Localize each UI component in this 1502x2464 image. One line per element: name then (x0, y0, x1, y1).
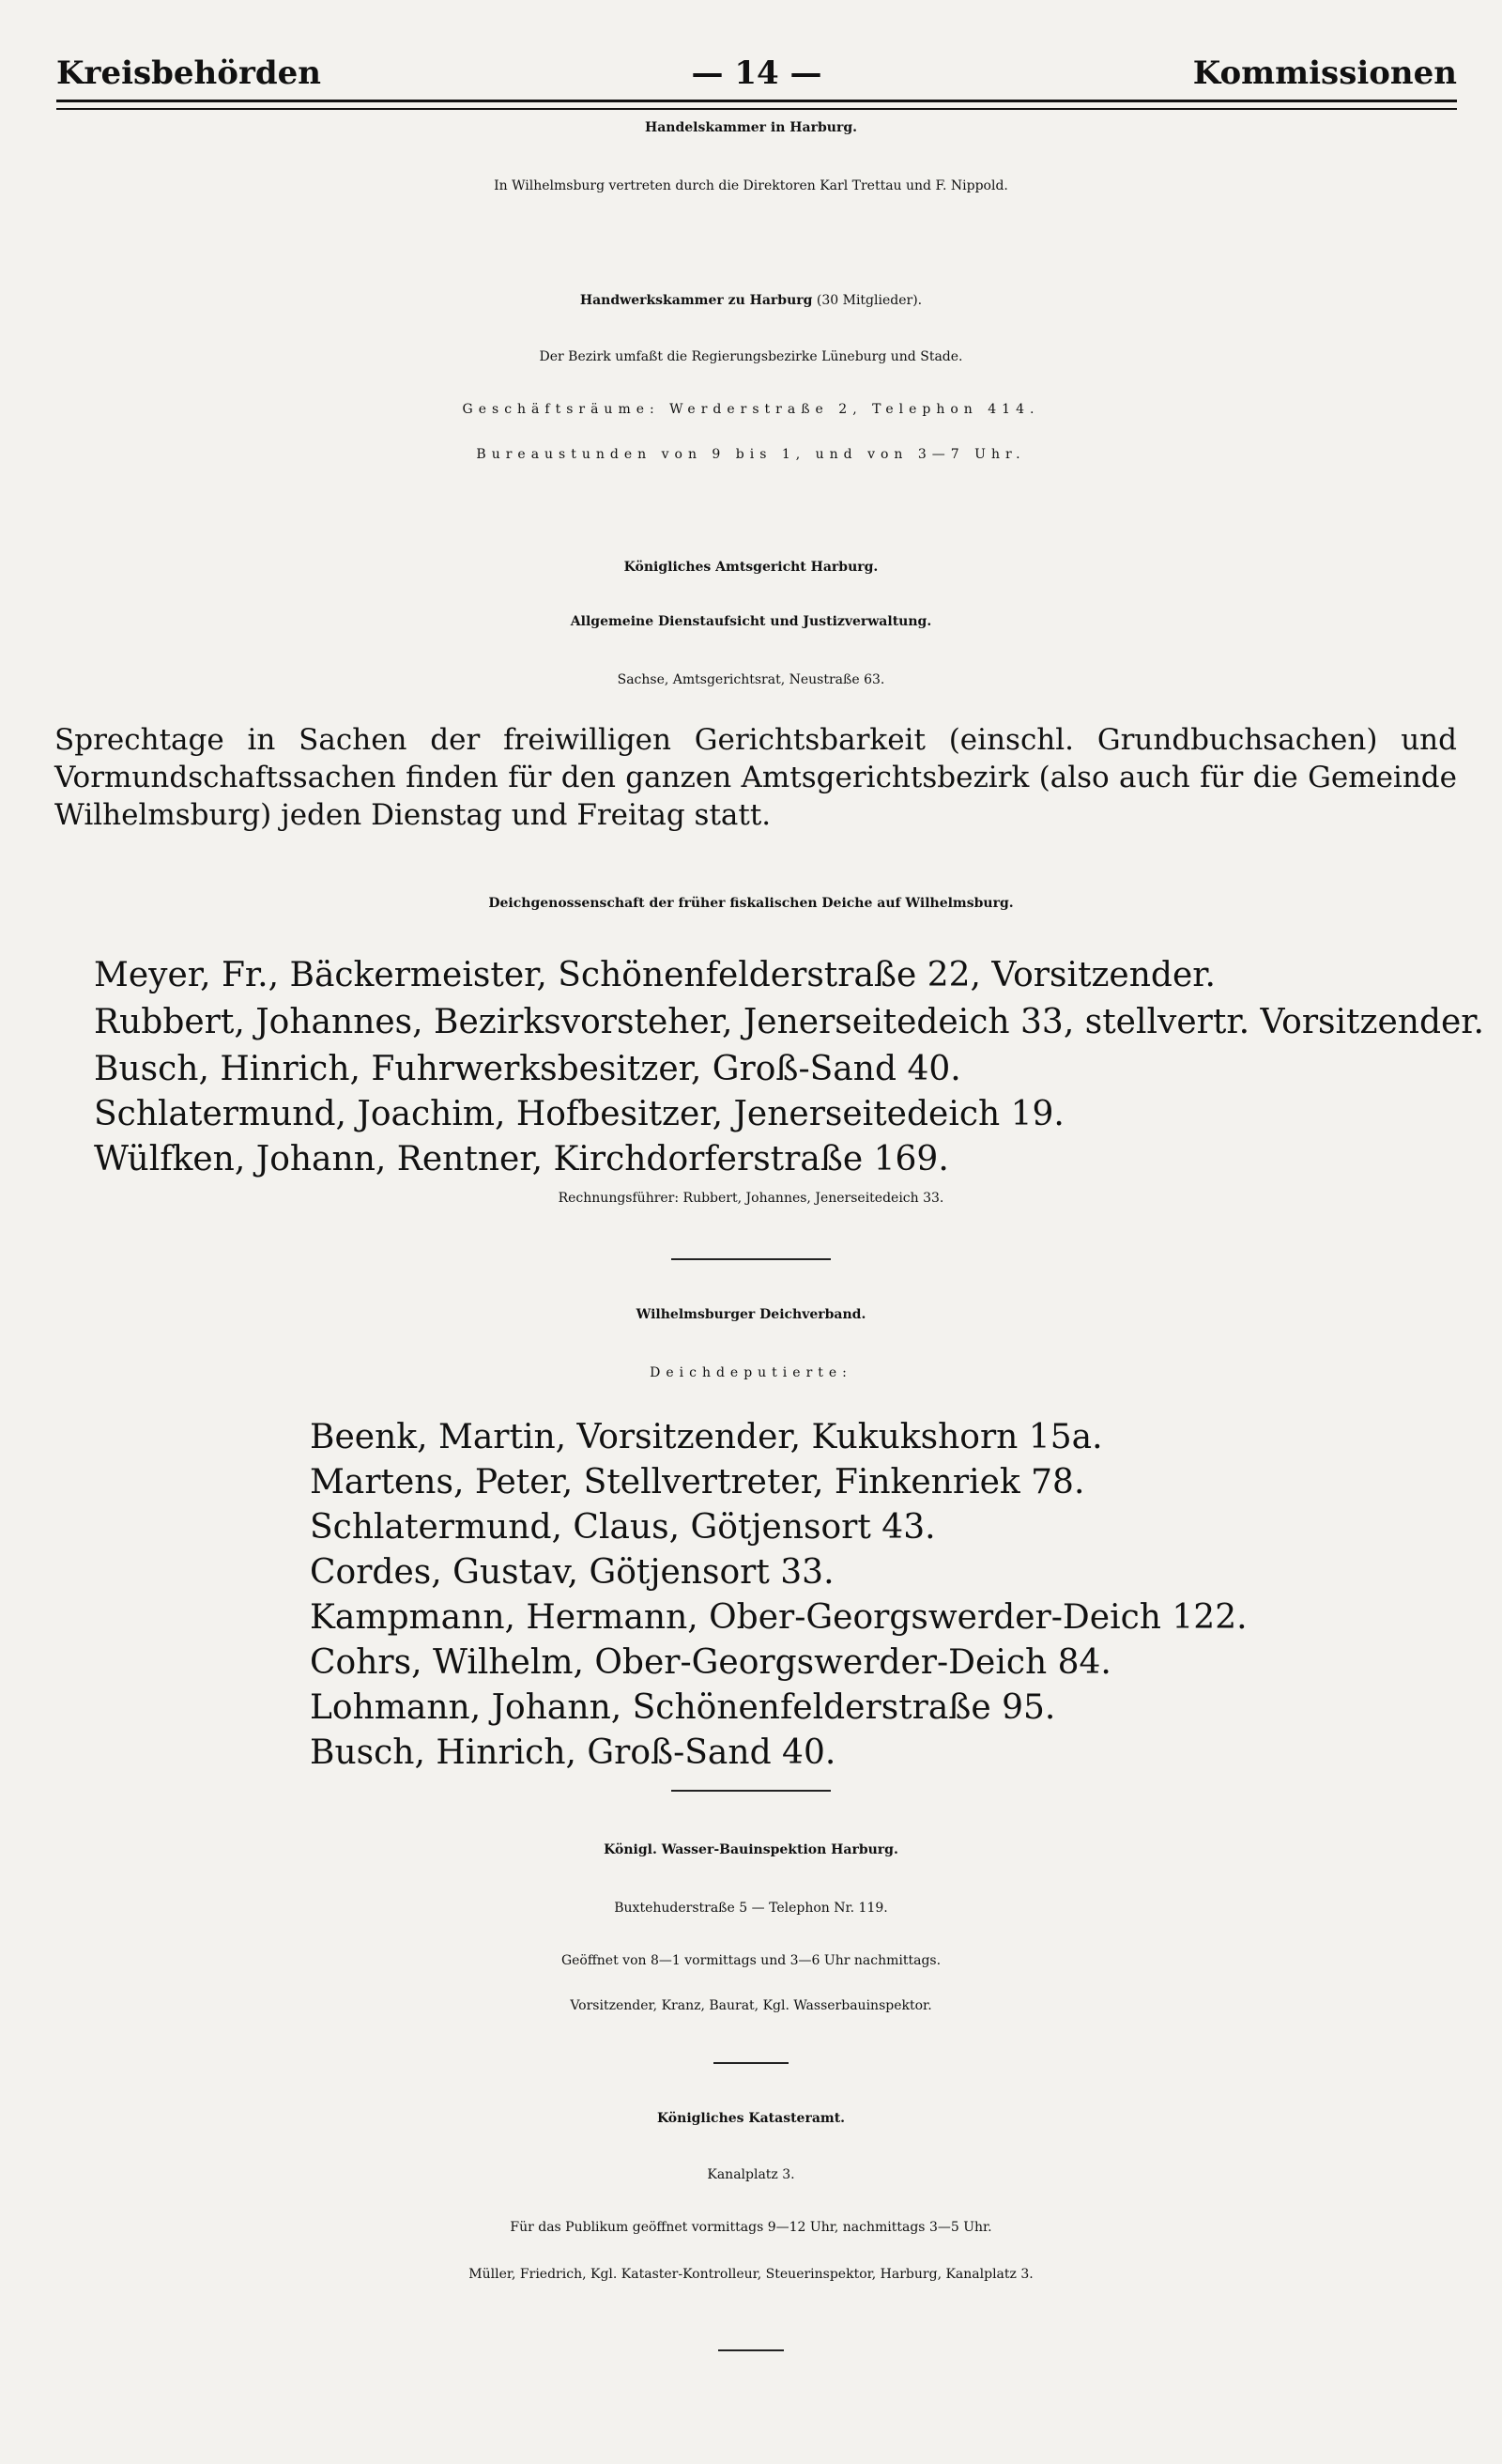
deichverband-member-5: Kampmann, Hermann, Ober-Georgswerder-Deich 122. (310, 1598, 1248, 1637)
katasteramt-address: Kanalplatz 3. (707, 2167, 795, 2182)
handwerkskammer-members: (30 Mitglieder). (816, 293, 923, 308)
section-divider (671, 1258, 831, 1260)
handelskammer-title: Handelskammer in Harburg. (645, 120, 857, 135)
handwerkskammer-title: Handwerkskammer zu Harburg (579, 293, 813, 308)
deichverband-member-3: Schlatermund, Claus, Götjensort 43. (310, 1508, 936, 1547)
section-divider (713, 2062, 789, 2064)
section-divider (671, 1790, 831, 1792)
wasserbau-address: Buxtehuderstraße 5 — Telephon Nr. 119. (614, 1901, 888, 1916)
deichverband-member-2: Martens, Peter, Stellvertreter, Finkenriek 78. (310, 1463, 1085, 1502)
handwerkskammer-line-3: Bureaustunden von 9 bis 1, und von 3—7 Uhr. (476, 447, 1026, 462)
amtsgericht-note: Sprechtage in Sachen der freiwilligen Gerichtsbarkeit (einschl. Grundbuchsachen) und Vormundschaftssachen finden für den ganzen Amtsgerichtsbezirk (also auch für die Gemeinde Wilhelmsburg) jeden Dienstag und Freitag statt. (54, 723, 1457, 832)
katasteramt-hours: Für das Publikum geöffnet vormittags 9—12 Uhr, nachmittags 3—5 Uhr. (510, 2220, 992, 2235)
wasserbau-title: Königl. Wasser-Bauinspektion Harburg. (604, 1842, 898, 1857)
wasserbau-hours: Geöffnet von 8—1 vormittags und 3—6 Uhr nachmittags. (560, 1953, 942, 1968)
amtsgericht-person: Sachse, Amtsgerichtsrat, Neustraße 63. (617, 672, 885, 687)
deichgenossenschaft-treasurer: Rechnungsführer: Rubbert, Johannes, Jenerseitedeich 33. (558, 1191, 944, 1206)
deichverband-member-8: Busch, Hinrich, Groß-Sand 40. (310, 1733, 836, 1772)
header-left: Kreisbehörden (56, 54, 321, 92)
handwerkskammer-line-2: Geschäftsräume: Werderstraße 2, Telephon 414. (462, 402, 1040, 417)
deichverband-member-1: Beenk, Martin, Vorsitzender, Kukukshorn 15a. (310, 1418, 1103, 1456)
deichgenossenschaft-member-5: Wülfken, Johann, Rentner, Kirchdorferstraße 169. (94, 1140, 949, 1178)
page-number: — 14 — (691, 54, 822, 92)
katasteramt-person: Müller, Friedrich, Kgl. Kataster-Kontrolleur, Steuerinspektor, Harburg, Kanalplatz 3. (468, 2267, 1034, 2282)
deichgenossenschaft-member-1: Meyer, Fr., Bäckermeister, Schönenfelderstraße 22, Vorsitzender. (94, 956, 1216, 994)
deichgenossenschaft-title: Deichgenossenschaft der früher fiskalischen Deiche auf Wilhelmsburg. (488, 896, 1014, 911)
deichverband-title: Wilhelmsburger Deichverband. (636, 1307, 866, 1322)
deichverband-member-4: Cordes, Gustav, Götjensort 33. (310, 1553, 835, 1592)
handwerkskammer-line-1: Der Bezirk umfaßt die Regierungsbezirke Lüneburg und Stade. (539, 349, 963, 364)
amtsgericht-title: Königliches Amtsgericht Harburg. (623, 560, 879, 575)
deichverband-member-6: Cohrs, Wilhelm, Ober-Georgswerder-Deich 84. (310, 1643, 1111, 1682)
section-divider (718, 2349, 784, 2351)
handwerkskammer-heading (0, 293, 1502, 308)
deichverband-subtitle: Deichdeputierte: (650, 1365, 852, 1380)
header-rule (56, 100, 1457, 110)
katasteramt-title: Königliches Katasteramt. (656, 2111, 846, 2126)
running-header (56, 54, 1457, 92)
deichverband-member-7: Lohmann, Johann, Schönenfelderstraße 95. (310, 1688, 1056, 1727)
handelskammer-line: In Wilhelmsburg vertreten durch die Direktoren Karl Trettau und F. Nippold. (494, 178, 1008, 193)
deichgenossenschaft-member-3: Busch, Hinrich, Fuhrwerksbesitzer, Groß-Sand 40. (94, 1050, 961, 1088)
header-right: Kommissionen (1192, 54, 1457, 92)
deichgenossenschaft-member-4: Schlatermund, Joachim, Hofbesitzer, Jenerseitedeich 19. (94, 1095, 1065, 1133)
wasserbau-chair: Vorsitzender, Kranz, Baurat, Kgl. Wasserbauinspektor. (570, 1998, 932, 2013)
amtsgericht-subtitle: Allgemeine Dienstaufsicht und Justizverwaltung. (570, 614, 932, 629)
deichgenossenschaft-member-2: Rubbert, Johannes, Bezirksvorsteher, Jenerseitedeich 33, stellvertr. Vorsitzender. (94, 1003, 1484, 1041)
